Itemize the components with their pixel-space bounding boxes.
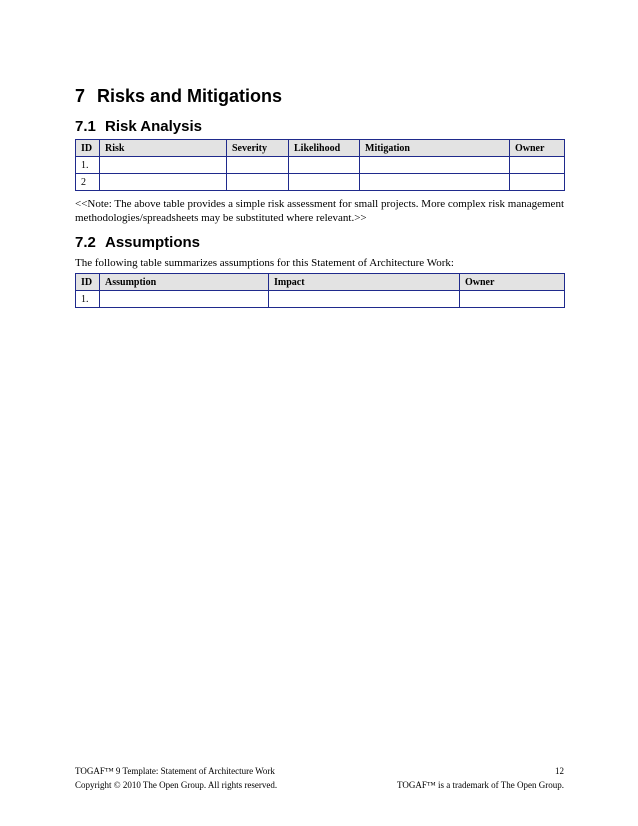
table-cell: 1.: [76, 291, 100, 308]
footer-copyright: Copyright © 2010 The Open Group. All rights reserved.: [75, 780, 278, 790]
section-heading: [75, 86, 282, 107]
risk-table-header-row: [76, 140, 565, 157]
footer-trademark: TOGAF™ is a trademark of The Open Group.: [397, 780, 564, 790]
risk-analysis-heading: [75, 118, 202, 135]
section-number: 7: [75, 86, 86, 106]
table-cell: [227, 157, 289, 174]
table-cell: [360, 157, 510, 174]
risk-analysis-number: 7.1: [75, 118, 96, 135]
risk-col-owner: Owner: [510, 140, 565, 157]
risk-col-risk: Risk: [100, 140, 227, 157]
assumption-col-owner: Owner: [460, 274, 565, 291]
assumption-col-assumption: Assumption: [100, 274, 269, 291]
table-cell: [100, 291, 269, 308]
table-cell: 1.: [76, 157, 100, 174]
assumptions-intro: The following table summarizes assumptions for this Statement of Architecture Work:: [75, 257, 454, 269]
assumptions-title: Assumptions: [105, 234, 201, 251]
risk-analysis-title: Risk Analysis: [105, 118, 202, 135]
assumptions-heading: [75, 234, 200, 251]
risk-col-id: ID: [76, 140, 100, 157]
assumptions-number: 7.2: [75, 234, 96, 251]
page-footer: [75, 764, 564, 792]
table-cell: [460, 291, 565, 308]
table-cell: [510, 174, 565, 191]
table-cell: [289, 174, 360, 191]
footer-document-title: TOGAF™ 9 Template: Statement of Architecture Work: [75, 766, 275, 776]
table-row: [76, 157, 565, 174]
table-cell: [269, 291, 460, 308]
footer-page-number: 12: [555, 766, 564, 776]
risk-table-note: <<Note: The above table provides a simple risk assessment for small projects. More complex risk management methodologies/spreadsheets may be substituted where relevant.>>: [75, 198, 564, 224]
table-row: [76, 174, 565, 191]
table-cell: [289, 157, 360, 174]
risk-table: [75, 139, 565, 191]
assumptions-table: [75, 273, 565, 308]
assumptions-table-header-row: [76, 274, 565, 291]
assumption-col-id: ID: [76, 274, 100, 291]
table-cell: [100, 174, 227, 191]
risk-col-severity: Severity: [227, 140, 289, 157]
table-cell: [360, 174, 510, 191]
table-row: [76, 291, 565, 308]
table-cell: [100, 157, 227, 174]
risk-col-likelihood: Likelihood: [289, 140, 360, 157]
risk-col-mitigation: Mitigation: [360, 140, 510, 157]
table-cell: 2: [76, 174, 100, 191]
section-title: Risks and Mitigations: [97, 86, 283, 106]
table-cell: [227, 174, 289, 191]
assumption-col-impact: Impact: [269, 274, 460, 291]
table-cell: [510, 157, 565, 174]
